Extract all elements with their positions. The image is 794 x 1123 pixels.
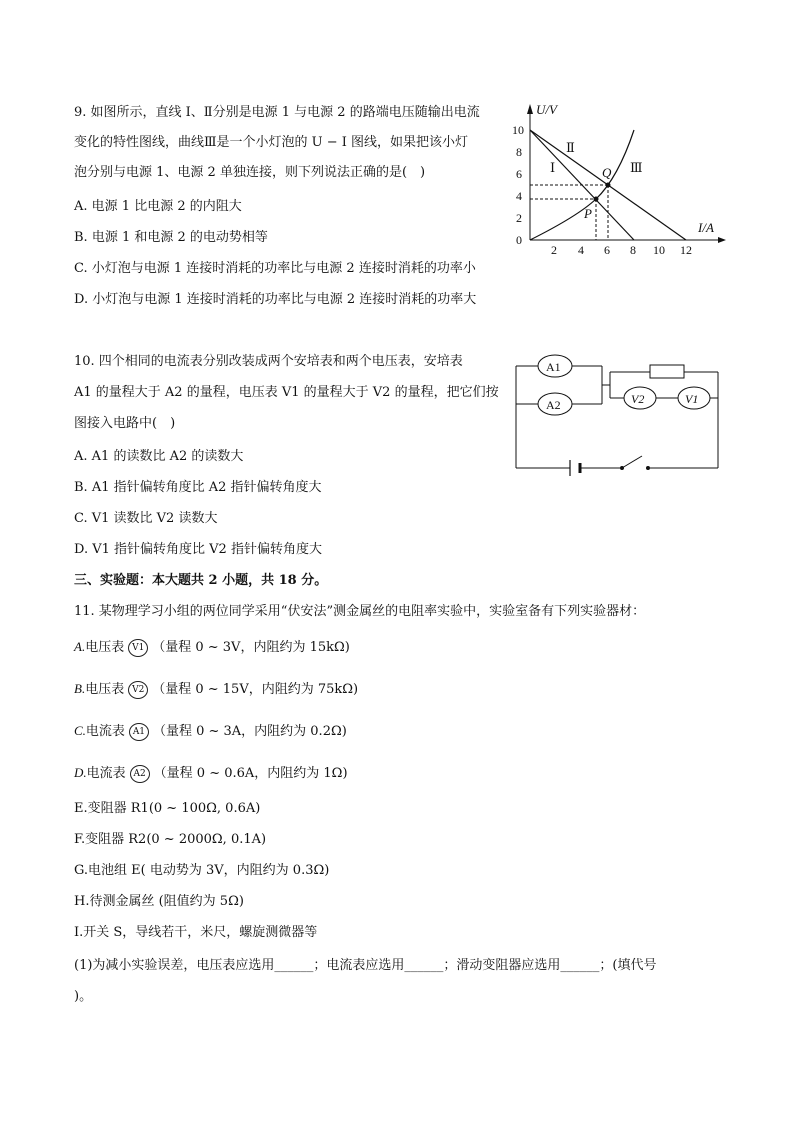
item-spec: （量程 0 ~ 3V，内阻约为 15kΩ) [152, 640, 350, 655]
resistor [650, 365, 684, 378]
q9-line-1: 9. 如图所示，直线 I、Ⅱ分别是电源 1 与电源 2 的路端电压随输出电流 [74, 105, 480, 120]
q10-line-1: 10. 四个相同的电流表分别改装成两个安培表和两个电压表，安培表 [74, 354, 463, 369]
x-tick-8: 8 [630, 243, 636, 256]
q10-option-a: A. A1 的读数比 A2 的读数大 [74, 449, 244, 464]
item-letter: D. [74, 765, 87, 780]
q10-line-3: 图接入电路中( ) [74, 416, 176, 431]
item-name: 电流表 [86, 766, 126, 781]
q9-ui-graph [508, 96, 728, 256]
label-line-ii: Ⅱ [566, 140, 575, 155]
q11-item-c [74, 722, 347, 741]
q11-item-h: H.待测金属丝 (阻值约为 5Ω) [74, 894, 244, 909]
q9-line-2: 变化的特性图线，曲线Ⅲ是一个小灯泡的 U − I 图线，如果把该小灯 [74, 135, 469, 150]
item-spec: （量程 0 ~ 3A，内阻约为 0.2Ω) [152, 724, 347, 739]
point-p [594, 197, 599, 202]
item-name: 电压表 [85, 640, 125, 655]
q10-circuit-diagram [510, 348, 726, 478]
item-name: 电流表 [85, 724, 125, 739]
item-name: 电压表 [85, 682, 125, 697]
voltmeter-v1-label: V1 [685, 392, 699, 406]
q9-option-b: B. 电源 1 和电源 2 的电动势相等 [74, 230, 268, 245]
x-axis-label: I/A [698, 220, 714, 235]
voltmeter-v2-label: V2 [631, 392, 645, 406]
q10-option-b: B. A1 指针偏转角度比 A2 指针偏转角度大 [74, 480, 322, 495]
voltmeter-icon: V1 [128, 639, 148, 657]
point-q [606, 183, 611, 188]
q11-item-e: E.变阻器 R1(0 ~ 100Ω, 0.6A) [74, 801, 261, 816]
x-tick-10: 10 [653, 243, 665, 256]
x-axis-arrow [718, 237, 726, 243]
y-axis-label: U/V [536, 102, 557, 117]
q9-option-a: A. 电源 1 比电源 2 的内阻大 [74, 199, 242, 214]
q11-item-d [74, 764, 348, 783]
x-tick-4: 4 [578, 243, 584, 256]
q9-option-c: C. 小灯泡与电源 1 连接时消耗的功率比与电源 2 连接时消耗的功率小 [74, 261, 476, 276]
switch-blade [622, 456, 642, 468]
ammeter-icon: A1 [129, 723, 149, 741]
item-spec: （量程 0 ~ 0.6A，内阻约为 1Ω) [153, 766, 348, 781]
x-tick-12: 12 [680, 243, 692, 256]
ammeter-icon: A2 [130, 765, 150, 783]
q9-line-3: 泡分别与电源 1、电源 2 单独连接，则下列说法正确的是( ) [74, 165, 426, 180]
item-letter: B. [74, 681, 86, 696]
item-letter: A. [74, 639, 86, 654]
ammeter-a1-label: A1 [546, 360, 561, 374]
q11-item-i: I.开关 S，导线若干，米尺，螺旋测微器等 [74, 925, 318, 940]
q11-item-g: G.电池组 E( 电动势为 3V，内阻约为 0.3Ω) [74, 863, 330, 878]
item-spec: （量程 0 ~ 15V，内阻约为 75kΩ) [152, 682, 359, 697]
label-q: Q [602, 165, 612, 180]
y-tick-6: 6 [516, 167, 522, 181]
q11-intro: 11. 某物理学习小组的两位同学采用“伏安法”测金属丝的电阻率实验中，实验室备有下列实验器材： [74, 604, 646, 619]
label-p: P [584, 206, 592, 221]
label-curve-iii: Ⅲ [630, 160, 643, 175]
q10-line-2: A1 的量程大于 A2 的量程，电压表 V1 的量程大于 V2 的量程，把它们按 [74, 385, 499, 400]
switch-contact [646, 466, 650, 470]
x-tick-2: 2 [551, 243, 557, 256]
q10-option-d: D. V1 指针偏转角度比 V2 指针偏转角度大 [74, 542, 322, 557]
q11-item-b [74, 680, 358, 699]
ammeter-a2-label: A2 [546, 398, 561, 412]
y-tick-4: 4 [516, 189, 522, 203]
q10-option-c: C. V1 读数比 V2 读数大 [74, 511, 218, 526]
section-3-heading: 三、实验题：本大题共 2 小题，共 18 分。 [74, 573, 328, 588]
y-axis-arrow [527, 104, 533, 114]
y-tick-10: 10 [512, 123, 524, 137]
x-tick-6: 6 [604, 243, 610, 256]
y-tick-0: 0 [516, 233, 522, 247]
q11-sub1-line-1: (1)为减小实验误差，电压表应选用______；电流表应选用______；滑动变阻器应选用______；(填代号 [74, 958, 657, 973]
q11-sub1-line-2: )。 [74, 989, 93, 1004]
label-line-i: Ⅰ [550, 160, 556, 175]
y-tick-2: 2 [516, 211, 522, 225]
item-letter: C. [74, 723, 86, 738]
q9-option-d: D. 小灯泡与电源 1 连接时消耗的功率比与电源 2 连接时消耗的功率大 [74, 292, 477, 307]
q11-item-a [74, 638, 350, 657]
y-tick-8: 8 [516, 145, 522, 159]
voltmeter-icon: V2 [128, 681, 148, 699]
q11-item-f: F.变阻器 R2(0 ~ 2000Ω, 0.1A) [74, 832, 267, 847]
